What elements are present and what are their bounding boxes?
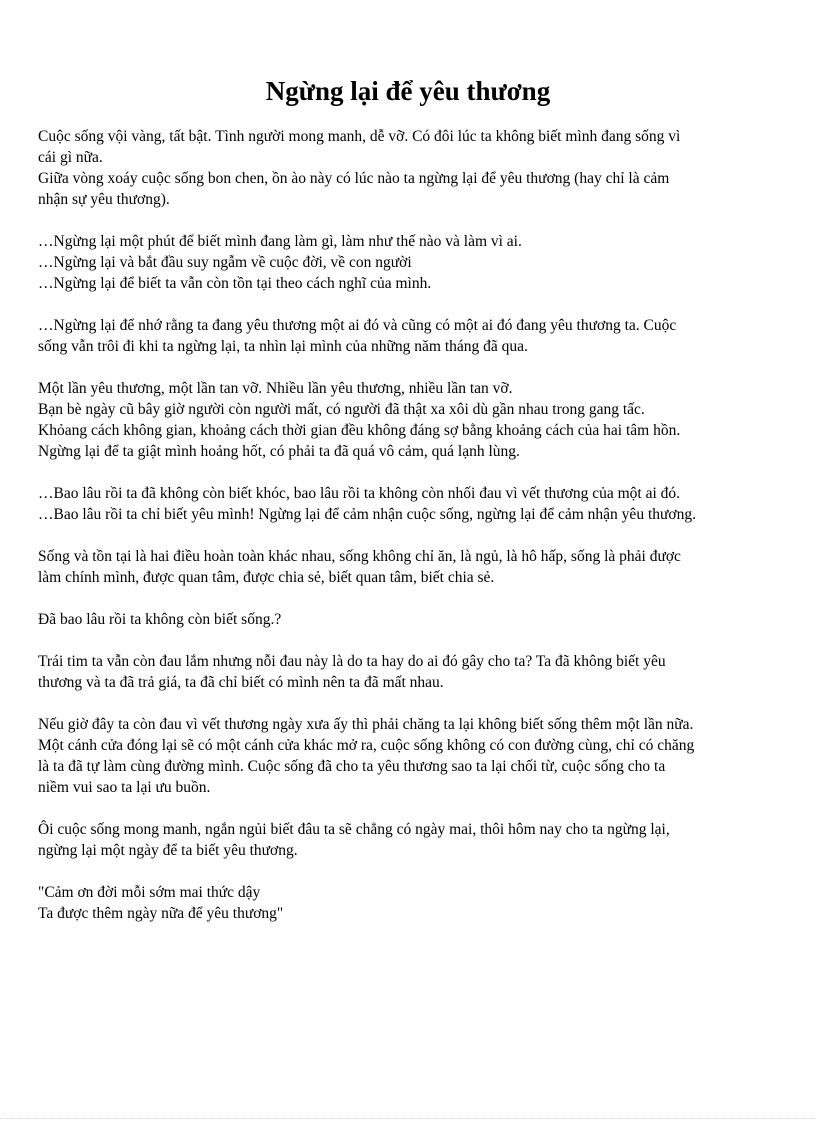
text-line: Cuộc sống vội vàng, tất bật. Tình người mong manh, dễ vỡ. Có đôi lúc ta không biết mình đang sống vì — [38, 128, 681, 145]
text-line: ngừng lại một ngày để ta biết yêu thương. — [38, 842, 298, 859]
text-line: …Bao lâu rồi ta chỉ biết yêu mình! Ngừng lại để cảm nhận cuộc sống, ngừng lại để cảm nhận yêu thương. — [38, 506, 696, 523]
text-line: Đã bao lâu rồi ta không còn biết sống.? — [38, 611, 282, 628]
paragraph — [38, 231, 778, 294]
text-line: Khỏang cách không gian, khoảng cách thời gian đều không đáng sợ bằng khoảng cách của hai tâm hồn. — [38, 422, 681, 439]
text-line: …Ngừng lại để nhớ rằng ta đang yêu thương một ai đó và cũng có một ai đó đang yêu thương ta. Cuộc — [38, 317, 677, 334]
text-line: Trái tim ta vẫn còn đau lắm nhưng nỗi đau này là do ta hay do ai đó gây cho ta? Ta đã không biết yêu — [38, 653, 666, 670]
paragraph — [38, 651, 778, 693]
text-line: Ngừng lại để ta giật mình hoảng hốt, có phải ta đã quá vô cảm, quá lạnh lùng. — [38, 443, 520, 460]
text-line: sống vẫn trôi đi khi ta ngừng lại, ta nhìn lại mình của những năm tháng đã qua. — [38, 338, 528, 355]
paragraph — [38, 126, 778, 210]
text-line: Nếu giờ đây ta còn đau vì vết thương ngày xưa ấy thì phải chăng ta lại không biết sống thêm một lần nữa. — [38, 716, 694, 733]
paragraph — [38, 714, 778, 798]
text-line: …Ngừng lại để biết ta vẫn còn tồn tại theo cách nghĩ của mình. — [38, 275, 432, 292]
text-line: cái gì nữa. — [38, 149, 103, 166]
page-bottom-divider — [0, 1118, 816, 1119]
closing-quote — [38, 882, 778, 924]
text-line: là ta đã tự làm cùng đường mình. Cuộc sống đã cho ta yêu thương sao ta lại chối từ, cuộc sống cho ta — [38, 758, 666, 775]
text-line: …Ngừng lại một phút để biết mình đang làm gì, làm như thế nào và làm vì ai. — [38, 233, 522, 250]
text-line: Một lần yêu thương, một lần tan vỡ. Nhiều lần yêu thương, nhiều lần tan vỡ. — [38, 380, 513, 397]
paragraph — [38, 378, 778, 462]
document-title: Ngừng lại để yêu thương — [265, 76, 551, 106]
text-line: Một cánh cửa đóng lại sẽ có một cánh cửa khác mở ra, cuộc sống không có con đường cùng, chỉ có chăng — [38, 737, 695, 754]
paragraph — [38, 483, 778, 525]
paragraph — [38, 609, 778, 630]
text-line: niềm vui sao ta lại ưu buồn. — [38, 779, 211, 796]
document-body — [38, 126, 778, 945]
text-line: làm chính mình, được quan tâm, được chia sẻ, biết quan tâm, biết chia sẻ. — [38, 569, 495, 586]
text-line: thương và ta đã trả giá, ta đã chỉ biết có mình nên ta đã mất nhau. — [38, 674, 444, 691]
text-line: Bạn bè ngày cũ bây giờ người còn người mất, có người đã thật xa xôi dù gần nhau trong gang tấc. — [38, 401, 645, 418]
text-line: nhận sự yêu thương). — [38, 191, 170, 208]
text-line: Ôi cuộc sống mong manh, ngắn ngủi biết đâu ta sẽ chẳng có ngày mai, thôi hôm nay cho ta ngừng lại, — [38, 821, 670, 838]
paragraph — [38, 819, 778, 861]
text-line: "Cảm ơn đời mỗi sớm mai thức dậy — [38, 884, 261, 901]
paragraph — [38, 546, 778, 588]
text-line: Giữa vòng xoáy cuộc sống bon chen, ồn ào này có lúc nào ta ngừng lại để yêu thương (hay chỉ là cảm — [38, 170, 670, 187]
text-line: Ta được thêm ngày nữa để yêu thương" — [38, 905, 284, 922]
paragraph — [38, 315, 778, 357]
text-line: …Bao lâu rồi ta đã không còn biết khóc, bao lâu rồi ta không còn nhối đau vì vết thương của một ai đó. — [38, 485, 681, 502]
text-line: Sống và tồn tại là hai điều hoàn toàn khác nhau, sống không chỉ ăn, là ngủ, là hô hấp, sống là phải được — [38, 548, 681, 565]
text-line: …Ngừng lại và bắt đầu suy ngẫm về cuộc đời, về con người — [38, 254, 412, 271]
